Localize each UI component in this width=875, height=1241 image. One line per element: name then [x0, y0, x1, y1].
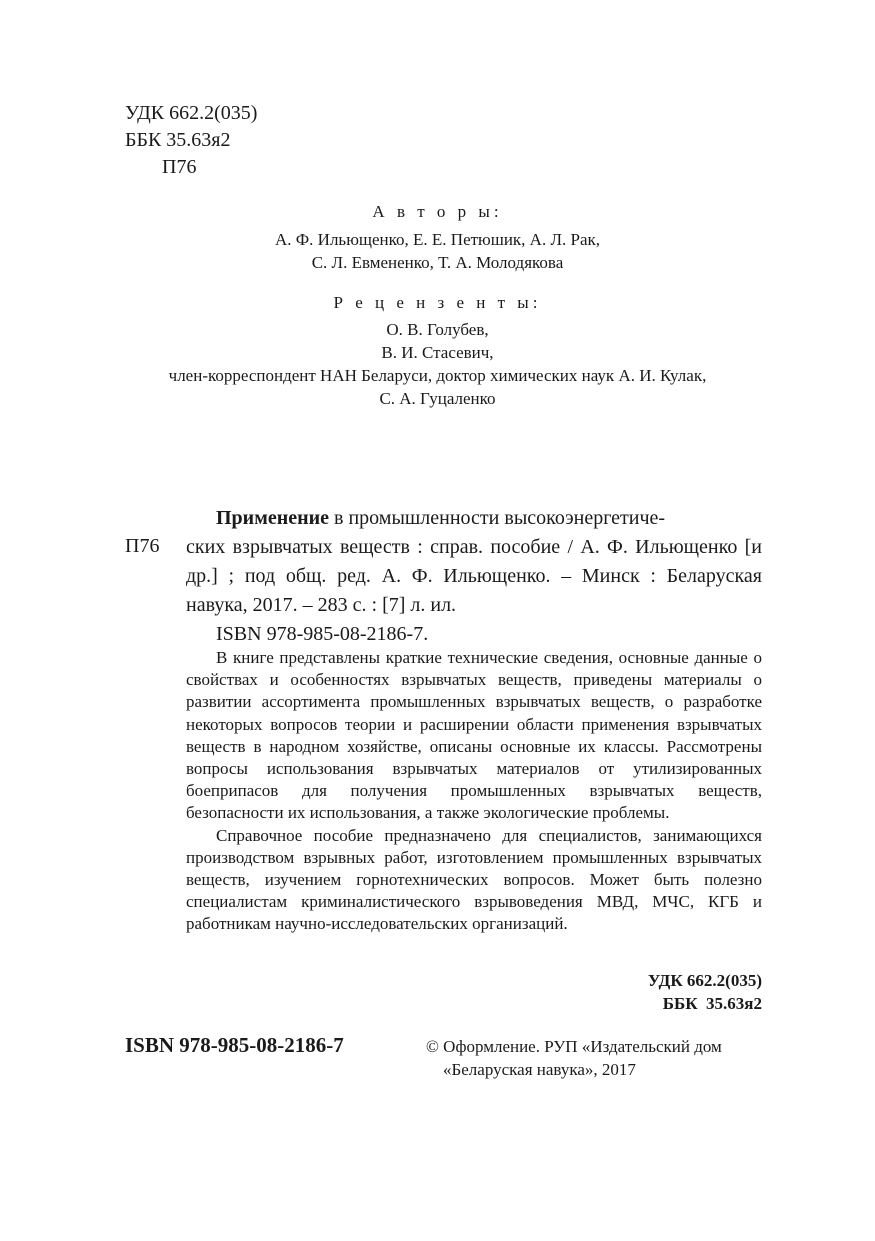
- annotation: [186, 647, 762, 936]
- bbk-code: ББК 35.63я2: [125, 129, 231, 151]
- entry-description: ских взрывчатых веществ : справ. пособие / А. Ф. Ильющенко [и др.] ; под общ. ред. А. Ф. Ильющенко. – Минск : Беларуская навука, 2017. – 283 с. : [7] л. ил.: [186, 536, 762, 616]
- annotation-paragraph-1: В книге представлены краткие технические сведения, основные данные о свойствах и особенностях взрывчатых веществ, приведены материалы о развитии ассортимента промышленных взрывчатых веществ, о разработке некоторых вопросов теории и расширении области применения взрывчатых веществ в народном хозяйстве, описаны основные их классы. Рассмотрены вопросы использования взрывчатых материалов от утилизированных боеприпасов для получения промышленных взрывчатых веществ, безопасности их использования, а также экологические проблемы.: [186, 648, 762, 823]
- authors-line-1: А. Ф. Ильющенко, Е. Е. Петюшик, А. Л. Рак,: [274, 230, 601, 249]
- entry-title-rest: в промышленности высокоэнергетиче-: [329, 507, 666, 529]
- entry-author-sign: П76: [125, 535, 160, 557]
- copyright-line-1: © Оформление. РУП «Издательский дом: [426, 1037, 722, 1056]
- reviewer-name: В. И. Стасевич,: [381, 343, 494, 362]
- isbn-number: ISBN 978-985-08-2186-7: [125, 1033, 344, 1057]
- entry-title-line: [186, 504, 762, 533]
- copyright-notice: [426, 1035, 722, 1081]
- bibliographic-entry: [186, 504, 762, 649]
- authors-line-2: С. Л. Евмененко, Т. А. Молодякова: [311, 253, 564, 272]
- reviewers-heading: Р е ц е н з е н т ы:: [333, 293, 542, 312]
- entry-title: Применение: [216, 507, 330, 529]
- author-sign: П76: [162, 156, 197, 178]
- copyright-line-2: «Беларуская навука», 2017: [443, 1060, 636, 1079]
- entry-isbn: ISBN 978-985-08-2186-7.: [216, 623, 429, 645]
- annotation-paragraph-2: Справочное пособие предназначено для специалистов, занимающихся производством взрывных работ, изготовлением промышленных взрывчатых веществ, изучением горнотехнических вопросов. Может быть полезно специалистам криминалистического взрывоведения МВД, МЧС, КГБ и работникам научно-исследовательских организаций.: [186, 825, 762, 934]
- authors-heading: А в т о р ы:: [372, 202, 503, 221]
- reviewer-name: член-корреспондент НАН Беларуси, доктор химических наук А. И. Кулак,: [168, 366, 707, 385]
- footer-udk: УДК 662.2(035): [647, 971, 762, 990]
- udk-code: УДК 662.2(035): [125, 102, 258, 124]
- footer-bbk: ББК 35.63я2: [662, 994, 762, 1013]
- reviewer-name: С. А. Гуцаленко: [379, 389, 496, 408]
- footer-classification: [648, 969, 762, 1015]
- reviewer-name: О. В. Голубев,: [386, 320, 489, 339]
- classification-codes: [125, 100, 257, 181]
